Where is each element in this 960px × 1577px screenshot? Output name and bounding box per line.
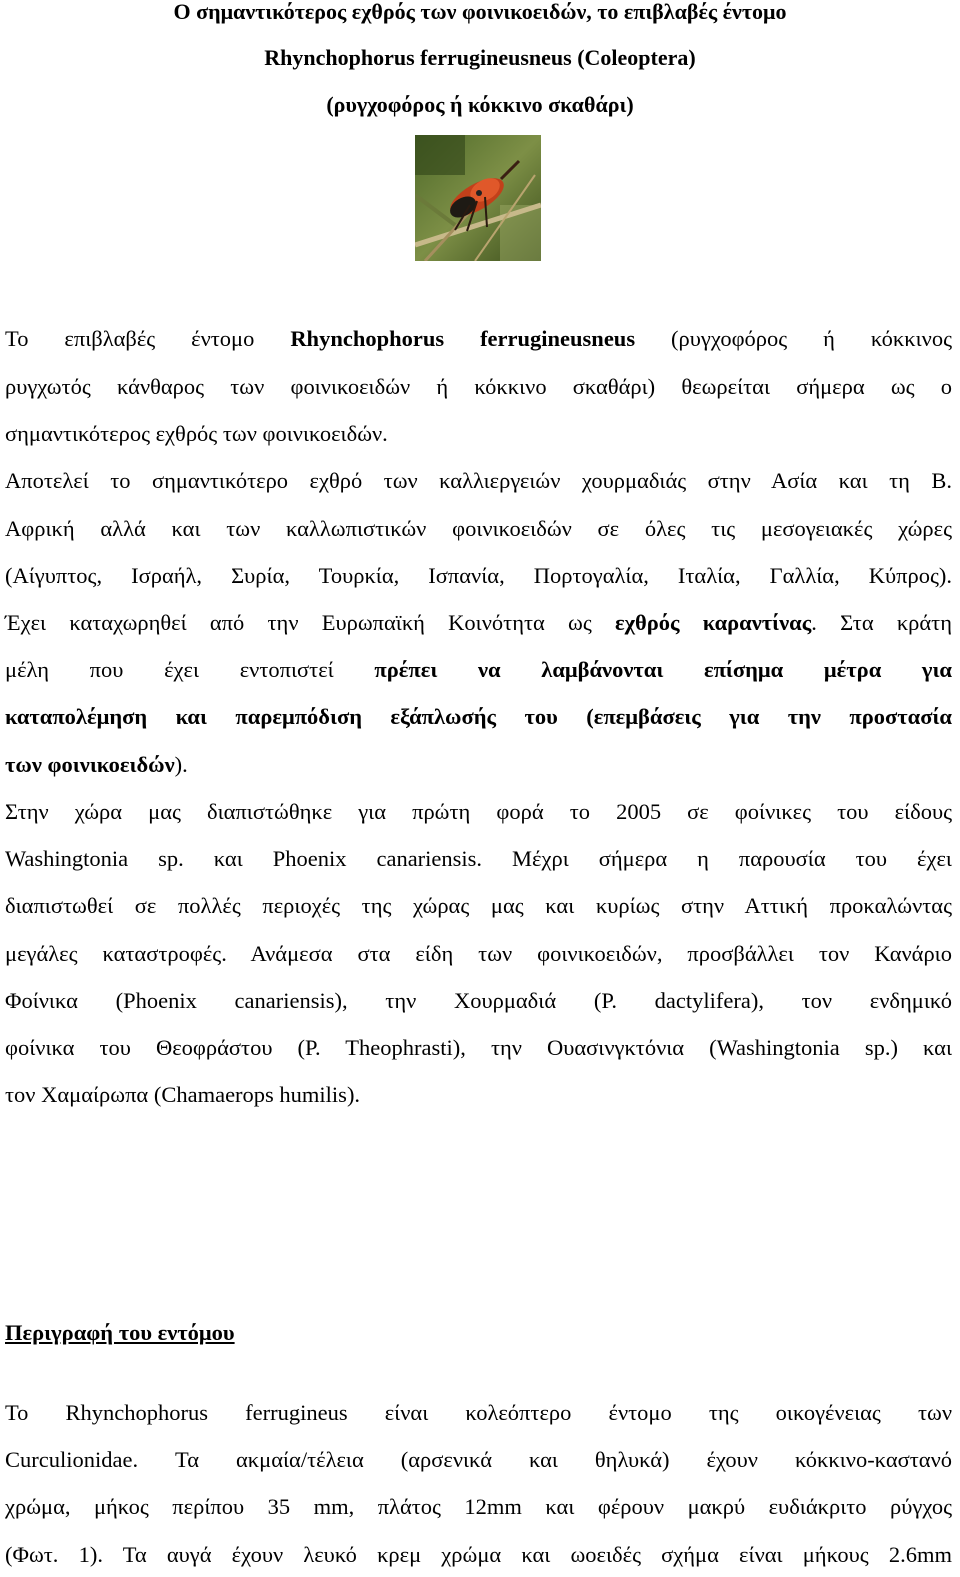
official-measures-text: πρέπει να λαμβάνονται επίσημα μέτρα για	[374, 657, 952, 682]
section-heading: Περιγραφή του εντόμου	[5, 1320, 235, 1345]
p2-line-1: Αποτελεί το σημαντικότερο εχθρό των καλλιεργειών χουρμαδιάς στην Ασία και τη Β.	[5, 468, 952, 493]
s2-line-1: To Rhynchophorus ferrugineus είναι κολεόπτερο έντομο της οικογένειας των	[5, 1400, 952, 1425]
p1-text: (ρυγχοφόρος ή κόκκινος	[635, 326, 952, 351]
p3-line-3: διαπιστωθεί σε πολλές περιοχές της χώρας μας και κυρίως στην Αττική προκαλώντας	[5, 893, 952, 918]
p2-line-3: (Αίγυπτος, Ισραήλ, Συρία, Τουρκία, Ισπανία, Πορτογαλία, Ιταλία, Γαλλία, Κύπρος).	[5, 563, 952, 588]
p3-line-4: μεγάλες καταστροφές. Ανάμεσα στα είδη των φοινικοειδών, προσβάλλει τον Κανάριο	[5, 941, 952, 966]
p3-line-2: Washingtonia sp. και Phoenix canariensis. Μέχρι σήμερα η παρουσία του έχει	[5, 846, 952, 871]
p1-line-3: σημαντικότερος εχθρός των φοινικοειδών.	[5, 421, 388, 446]
p2-text: . Στα κράτη	[811, 610, 952, 635]
p2-bold-text: των φοινικοειδών	[5, 752, 175, 777]
p2-text: Έχει καταχωρηθεί από την Ευρωπαϊκή Κοινότητα ως	[5, 610, 615, 635]
title-line-1: Ο σημαντικότερος εχθρός των φοινικοειδών, το επιβλαβές έντομο	[173, 0, 787, 24]
title-line-2: Rhynchophorus ferrugineusneus (Coleoptera)	[264, 45, 696, 70]
p2-text: μέλη που έχει εντοπιστεί	[5, 657, 375, 682]
p1-line-1	[5, 326, 952, 352]
p2-text: ).	[174, 752, 188, 777]
p1-line-2: ρυγχωτός κάνθαρος των φοινικοειδών ή κόκκινο σκαθάρι) θεωρείται σήμερα ως ο	[5, 374, 952, 399]
p2-line-4	[5, 610, 952, 636]
weevil-image	[415, 135, 541, 261]
s2-line-3: χρώμα, μήκος περίπου 35 mm, πλάτος 12mm και φέρουν μακρύ ευδιάκριτο ρύγχος	[5, 1494, 952, 1519]
weevil-photo	[415, 135, 541, 261]
p3-line-1: Στην χώρα μας διαπιστώθηκε για πρώτη φορά το 2005 σε φοίνικες του είδους	[5, 799, 952, 824]
p3-line-7: τον Χαμαίρωπα (Chamaerops humilis).	[5, 1082, 361, 1107]
quarantine-pest-label: εχθρός καραντίνας	[614, 610, 812, 635]
p2-line-7	[5, 752, 952, 778]
p2-line-6: καταπολέμηση και παρεμπόδιση εξάπλωσής του (επεμβάσεις για την προστασία	[5, 704, 952, 729]
s2-line-4: (Φωτ. 1). Τα αυγά έχουν λευκό κρεμ χρώμα και ωοειδές σχήμα είναι μήκους 2.6mm	[5, 1542, 952, 1567]
s2-line-2: Curculionidae. Τα ακμαία/τέλεια (αρσενικά και θηλυκά) έχουν κόκκινο-καστανό	[5, 1447, 952, 1472]
p3-line-5: Φοίνικα (Phoenix canariensis), την Χουρμαδιά (P. dactylifera), τον ενδημικό	[5, 988, 952, 1013]
p1-text: Το επιβλαβές έντομο	[5, 326, 291, 351]
species-name: Rhynchophorus ferrugineusneus	[290, 326, 636, 351]
p2-line-2: Αφρική αλλά και των καλλωπιστικών φοινικοειδών σε όλες τις μεσογειακές χώρες	[5, 516, 952, 541]
p3-line-6: φοίνικα του Θεοφράστου (P. Theophrasti), την Ουασινγκτόνια (Washingtonia sp.) και	[5, 1035, 952, 1060]
title-line-3: (ρυγχοφόρος ή κόκκινο σκαθάρι)	[326, 92, 634, 117]
p2-line-5	[5, 657, 952, 683]
